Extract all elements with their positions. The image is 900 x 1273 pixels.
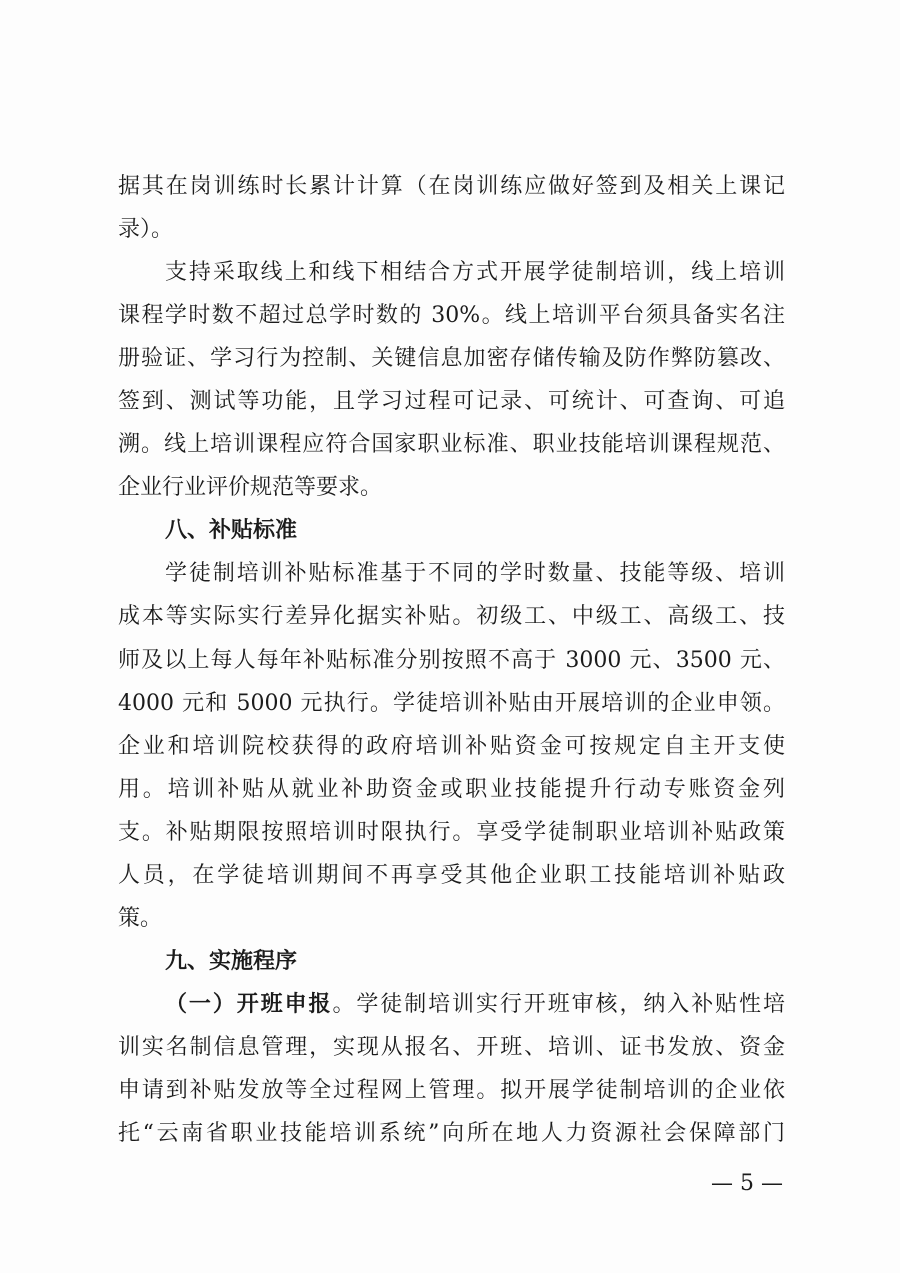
- body-line: 溯。线上培训课程应符合国家职业标准、职业技能培训课程规范、: [118, 432, 785, 458]
- body-line-text: 。学徒制培训实行开班审核，纳入补贴性培: [332, 991, 785, 1017]
- body-line: 成本等实际实行差异化据实补贴。初级工、中级工、高级工、技: [118, 604, 785, 630]
- body-line: 学徒制培训补贴标准基于不同的学时数量、技能等级、培训: [165, 561, 785, 587]
- body-line: 册验证、学习行为控制、关键信息加密存储传输及防作弊防篡改、: [118, 346, 785, 372]
- document-body: [118, 165, 785, 1155]
- section-heading-implementation-procedure: 九、实施程序: [165, 948, 298, 974]
- body-line: 用。培训补贴从就业补助资金或职业技能提升行动专账资金列: [118, 776, 785, 802]
- body-line: 企业行业评价规范等要求。: [118, 475, 383, 501]
- section-heading-subsidy-standard: 八、补贴标准: [165, 518, 298, 544]
- body-line: 托“云南省职业技能培训系统”向所在地人力资源社会保障部门: [118, 1121, 785, 1147]
- body-line: 策。: [118, 905, 163, 931]
- body-line: 企业和培训院校获得的政府培训补贴资金可按规定自主开支使: [118, 733, 785, 759]
- body-line: 4000 元和 5000 元执行。学徒培训补贴由开展培训的企业申领。: [118, 690, 785, 716]
- body-line: [118, 983, 785, 1026]
- page-number: — 5 —: [711, 1171, 783, 1196]
- body-line: 师及以上每人每年补贴标准分别按照不高于 3000 元、3500 元、: [118, 647, 785, 673]
- body-line: 签到、测试等功能，且学习过程可记录、可统计、可查询、可追: [118, 389, 785, 415]
- subsection-lead-class-application: （一）开班申报: [165, 991, 333, 1017]
- body-line: 课程学时数不超过总学时数的 30%。线上培训平台须具备实名注: [118, 303, 785, 329]
- body-line: 据其在岗训练时长累计计算（在岗训练应做好签到及相关上课记: [118, 174, 785, 199]
- body-line: 训实名制信息管理，实现从报名、开班、培训、证书发放、资金: [118, 1034, 785, 1060]
- body-line: 录）。: [118, 217, 174, 243]
- body-line: 人员，在学徒培训期间不再享受其他企业职工技能培训补贴政: [118, 862, 785, 888]
- body-line: 支持采取线上和线下相结合方式开展学徒制培训，线上培训: [165, 260, 785, 286]
- body-line: 支。补贴期限按照培训时限执行。享受学徒制职业培训补贴政策: [118, 819, 785, 845]
- body-line: 申请到补贴发放等全过程网上管理。拟开展学徒制培训的企业依: [118, 1077, 785, 1103]
